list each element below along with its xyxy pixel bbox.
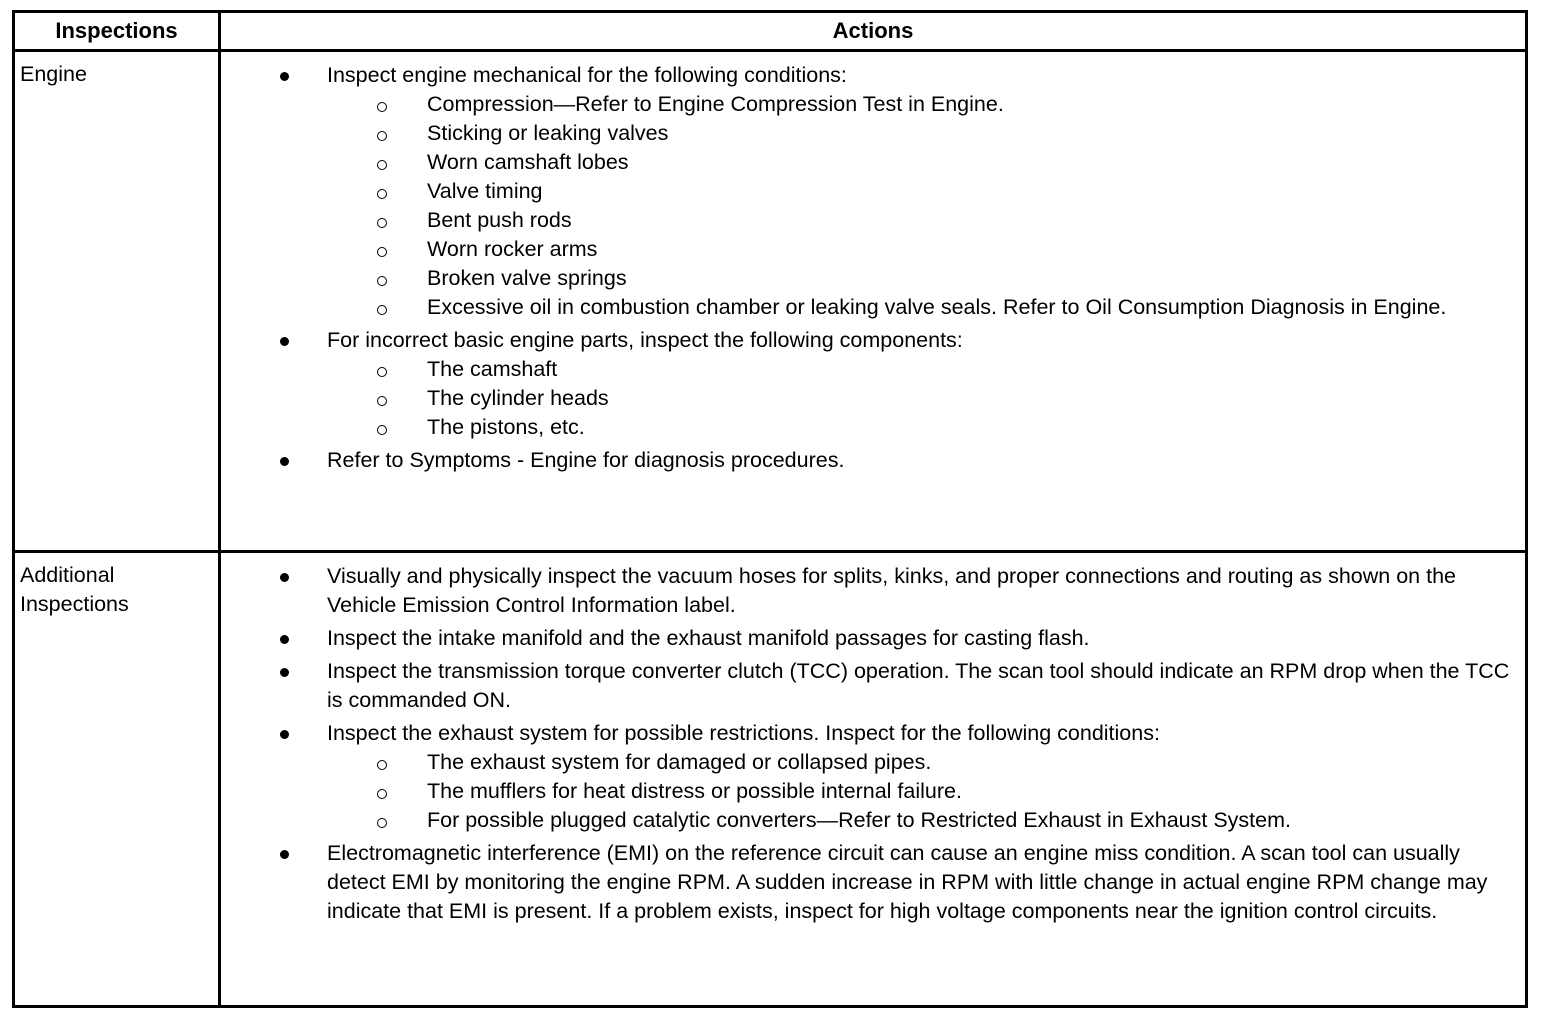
circle-bullet-icon xyxy=(377,102,387,112)
sub-action-text: For possible plugged catalytic converters—Refer to Restricted Exhaust in Exhaust System. xyxy=(427,808,1291,832)
action-item xyxy=(327,624,1517,653)
header-row xyxy=(14,12,1527,51)
action-item xyxy=(327,839,1517,926)
bullet-icon xyxy=(280,850,289,859)
circle-bullet-icon xyxy=(377,425,387,435)
circle-bullet-icon xyxy=(377,218,387,228)
sub-action-item xyxy=(427,806,1517,835)
sub-action-text: Worn rocker arms xyxy=(427,237,598,261)
sub-action-item xyxy=(427,748,1517,777)
sub-action-item xyxy=(427,206,1517,235)
circle-bullet-icon xyxy=(377,789,387,799)
sub-action-text: The pistons, etc. xyxy=(427,415,585,439)
action-item xyxy=(327,61,1517,322)
bullet-icon xyxy=(280,635,289,644)
action-list xyxy=(221,562,1525,926)
bullet-icon xyxy=(280,72,289,81)
sub-action-text: Excessive oil in combustion chamber or leaking valve seals. Refer to Oil Consumption Diagnosis in Engine. xyxy=(427,295,1447,319)
sub-action-list xyxy=(327,748,1517,835)
bullet-icon xyxy=(280,573,289,582)
sub-action-item xyxy=(427,177,1517,206)
circle-bullet-icon xyxy=(377,396,387,406)
table-row xyxy=(14,51,1527,552)
bullet-icon xyxy=(280,337,289,346)
sub-action-text: Bent push rods xyxy=(427,208,572,232)
action-list xyxy=(221,61,1525,475)
action-text: Electromagnetic interference (EMI) on the reference circuit can cause an engine miss condition. A scan tool can usually detect EMI by monitoring the engine RPM. A sudden increase in RPM with little change in actual engine RPM change may indicate that EMI is present. If a problem exists, inspect for high voltage components near the ignition control circuits. xyxy=(327,841,1488,923)
sub-action-item xyxy=(427,235,1517,264)
action-text: Inspect the intake manifold and the exhaust manifold passages for casting flash. xyxy=(327,626,1090,650)
circle-bullet-icon xyxy=(377,818,387,828)
sub-action-item xyxy=(427,413,1517,442)
sub-action-item xyxy=(427,777,1517,806)
action-text: Inspect the transmission torque converter clutch (TCC) operation. The scan tool should indicate an RPM drop when the TCC is commanded ON. xyxy=(327,659,1510,712)
sub-action-text: The cylinder heads xyxy=(427,386,609,410)
sub-action-text: Valve timing xyxy=(427,179,543,203)
table-row xyxy=(14,552,1527,1007)
actions-cell xyxy=(220,51,1527,552)
action-item xyxy=(327,446,1517,475)
circle-bullet-icon xyxy=(377,247,387,257)
circle-bullet-icon xyxy=(377,276,387,286)
circle-bullet-icon xyxy=(377,367,387,377)
action-text: Visually and physically inspect the vacuum hoses for splits, kinks, and proper connections and routing as shown on the Vehicle Emission Control Information label. xyxy=(327,564,1456,617)
sub-action-list xyxy=(327,90,1517,322)
action-item xyxy=(327,719,1517,835)
circle-bullet-icon xyxy=(377,305,387,315)
sub-action-item xyxy=(427,264,1517,293)
header-actions: Actions xyxy=(220,12,1527,51)
sub-action-list xyxy=(327,355,1517,442)
bullet-icon xyxy=(280,668,289,677)
actions-cell xyxy=(220,552,1527,1007)
sub-action-item xyxy=(427,148,1517,177)
circle-bullet-icon xyxy=(377,760,387,770)
sub-action-item xyxy=(427,355,1517,384)
sub-action-text: Broken valve springs xyxy=(427,266,627,290)
header-inspections: Inspections xyxy=(14,12,220,51)
sub-action-text: The mufflers for heat distress or possible internal failure. xyxy=(427,779,962,803)
action-item xyxy=(327,562,1517,620)
inspection-cell: Additional Inspections xyxy=(14,552,220,1007)
sub-action-text: Sticking or leaking valves xyxy=(427,121,669,145)
bullet-icon xyxy=(280,457,289,466)
bullet-icon xyxy=(280,730,289,739)
sub-action-item xyxy=(427,119,1517,148)
action-text: Inspect engine mechanical for the following conditions: xyxy=(327,63,847,87)
sub-action-text: The exhaust system for damaged or collapsed pipes. xyxy=(427,750,932,774)
sub-action-item xyxy=(427,90,1517,119)
action-text: For incorrect basic engine parts, inspect the following components: xyxy=(327,328,963,352)
circle-bullet-icon xyxy=(377,189,387,199)
inspections-table xyxy=(12,10,1528,1008)
circle-bullet-icon xyxy=(377,131,387,141)
action-item xyxy=(327,326,1517,442)
action-item xyxy=(327,657,1517,715)
circle-bullet-icon xyxy=(377,160,387,170)
sub-action-text: Worn camshaft lobes xyxy=(427,150,629,174)
sub-action-item xyxy=(427,384,1517,413)
sub-action-text: Compression—Refer to Engine Compression Test in Engine. xyxy=(427,92,1004,116)
action-text: Inspect the exhaust system for possible restrictions. Inspect for the following conditions: xyxy=(327,721,1160,745)
action-text: Refer to Symptoms - Engine for diagnosis procedures. xyxy=(327,448,845,472)
sub-action-text: The camshaft xyxy=(427,357,558,381)
sub-action-item xyxy=(427,293,1517,322)
inspection-cell: Engine xyxy=(14,51,220,552)
